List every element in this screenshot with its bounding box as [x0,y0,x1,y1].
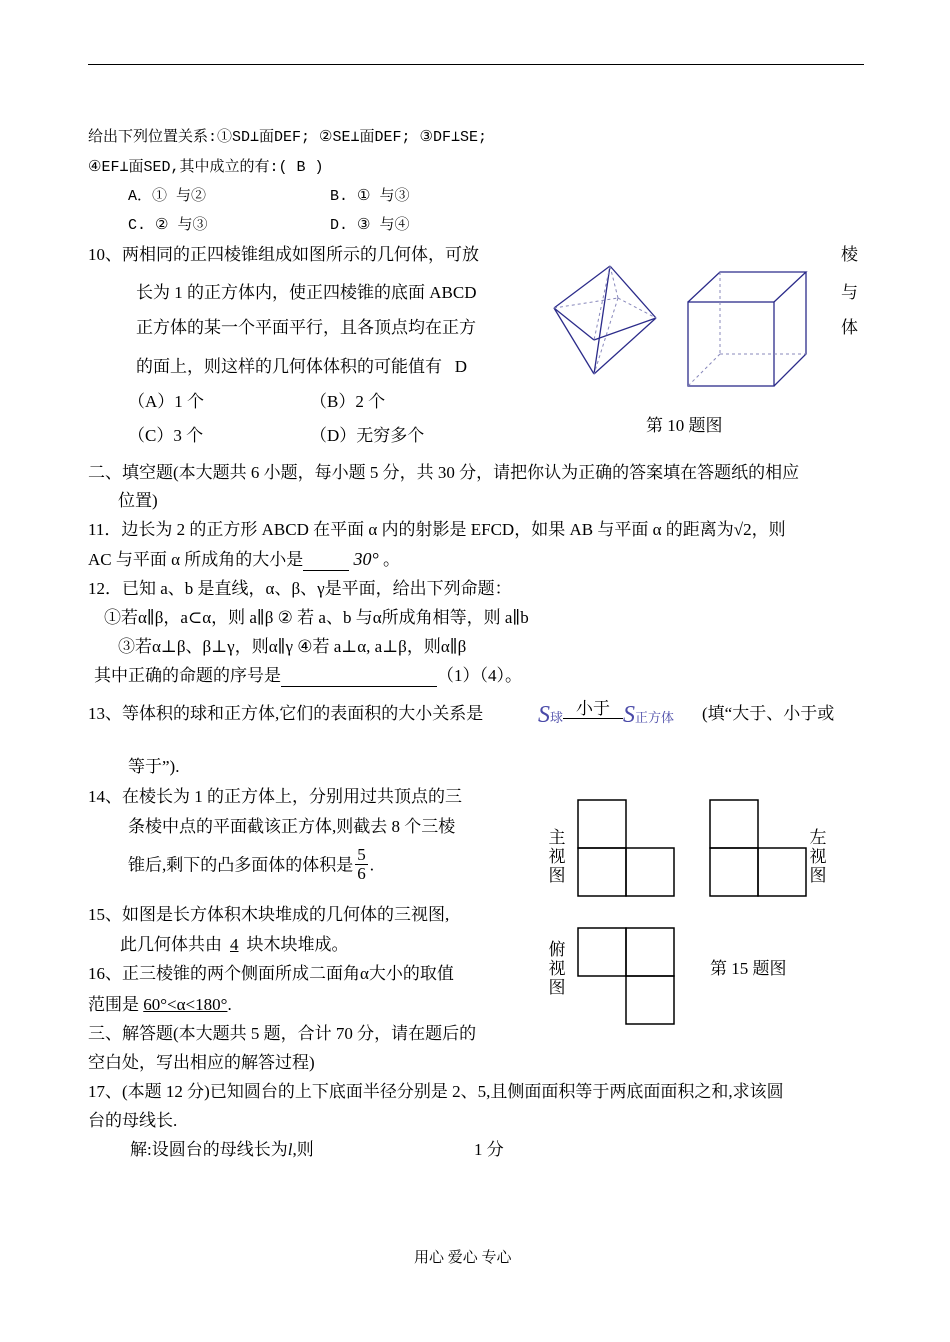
header-rule [88,64,864,65]
q13-line2: 等于”). [128,757,180,776]
q9-option-d: D. ③ 与④ [330,217,410,234]
q15-line2-a: 此几何体共由 [120,935,222,954]
q10-line3: 正方体的某一个平面平行，且各顶点均在正方 [136,318,476,337]
q12-blank [281,669,437,687]
q11-line2 [88,548,400,571]
q16-answer: 60°<α<180° [143,995,228,1014]
q13-s-cube: S [623,702,636,728]
section2-heading-line1: 二、填空题(本大题共 6 小题，每小题 5 分，共 30 分，请把你认为正确的答案填在答题纸的相应 [88,463,800,482]
page-footer: 用心 爱心 专心 [414,1250,512,1266]
q13-formula [538,700,674,729]
q11-line1-a: 11．边长为 2 的正方形 ABCD 在平面 α 内的射影是 EFCD，如果 AB 与平面 α 的距离为 [88,520,734,539]
q10-option-b: （B）2 个 [310,392,386,411]
q14-end: . [369,855,374,875]
q12-line4-text: 其中正确的命题的序号是 [94,666,281,685]
q17-line1: 17、(本题 12 分)已知圆台的上下底面半径分别是 2、5,且侧面面积等于两底面面积之和,求该圆 [88,1082,784,1101]
q10-line2: 长为 1 的正方体内，使正四棱锥的底面 ABCD [136,283,477,302]
section3-heading-line2: 空白处，写出相应的解答过程) [88,1053,315,1072]
q17-line2: 台的母线长. [88,1111,178,1130]
front-view-figure [576,798,676,898]
q13-s-cube-sub: 正方体 [635,710,675,725]
q12-line2: ①若α∥β，a⊂α，则 a∥β ② 若 a、b 与α所成角相等，则 a∥b [104,608,529,627]
q15-line1: 15、如图是长方体积木块堆成的几何体的三视图, [88,905,450,924]
q16-end: . [227,995,232,1014]
section3-heading-line1: 三、解答题(本大题共 5 题，合计 70 分，请在题后的 [88,1024,477,1043]
top-view-label: 俯视图 [548,940,566,997]
q15-line2 [120,934,349,956]
q13-line1: 13、等体积的球和正方体,它们的表面积的大小关系是 [88,704,484,723]
q11-blank [303,553,349,571]
q15-figure-caption: 第 15 题图 [710,959,787,978]
q10-option-a: （A）1 个 [128,392,205,411]
top-view-figure [576,926,676,1026]
q9-option-a: A．① 与② [128,188,207,205]
q10-answer: D [454,357,468,376]
q11-line1 [88,519,786,541]
q14-fraction [355,846,368,883]
q10-option-c: （C）3 个 [128,426,204,445]
q14-frac-den: 6 [357,864,366,883]
q17-line3-text: 解:设圆台的母线长为 [130,1140,288,1159]
q17-line3-end: ,则 [292,1140,314,1159]
q10-line3-right: 体 [841,318,858,337]
q11-sqrt: √2 [733,520,752,539]
section2-heading-line2: 位置) [118,491,158,510]
q13-line1-end: (填“大于、小于或 [702,704,835,723]
side-view-label: 左视图 [809,828,827,885]
q13-s-sphere-sub: 球 [550,710,564,725]
q10-option-d: （D）无穷多个 [310,426,425,445]
q15-line2-b: 块木块堆成。 [246,935,349,954]
q10-line4-text: 的面上，则这样的几何体体积的可能值有 [136,357,442,376]
side-view-figure [708,798,808,898]
q12-line3: ③若α⊥β、β⊥γ，则α∥γ ④若 a⊥α, a⊥β，则α∥β [118,637,467,656]
q13-relation: 小于 [563,700,623,719]
q9-line2: ④EF⊥面SED,其中成立的有:( B ) [88,159,324,176]
q11-line1-b: ，则 [751,520,786,539]
q10-line1: 10、两相同的正四棱锥组成如图所示的几何体，可放 [88,245,479,264]
q10-line4 [136,356,467,378]
q12-line4 [94,665,522,687]
q16-line2 [88,994,232,1016]
q11-line2-text: AC 与平面 α 所成角的大小是 [88,550,304,569]
q13-s-sphere: S [538,702,550,728]
q10-line2-right: 与 [841,283,858,302]
q14-line1: 14、在棱长为 1 的正方体上，分别用过共顶点的三 [88,787,462,806]
q15-answer: 4 [230,935,239,954]
q11-answer: 30° [353,549,379,569]
q10-figure-caption: 第 10 题图 [646,416,723,435]
q17-score: 1 分 [474,1140,504,1159]
q12-answer: （1）（4）。 [437,666,522,685]
cube-figure [684,268,810,390]
q14-line2: 条棱中点的平面截该正方体,则截去 8 个三棱 [128,817,456,836]
q9-option-b: B. ① 与③ [330,188,410,205]
q16-line2-a: 范围是 [88,995,139,1014]
q17-line3 [130,1139,314,1161]
q14-frac-num: 5 [357,845,366,864]
q14-line3-text: 锥后,剩下的凸多面体的体积是 [128,855,354,875]
q12-line1: 12．已知 a、b 是直线，α、β、γ是平面，给出下列命题： [88,579,512,598]
q11-end: 。 [382,550,400,569]
q10-line1-right: 棱 [841,245,858,264]
front-view-label: 主视图 [548,828,566,885]
q9-line1: 给出下列位置关系:①SD⊥面DEF; ②SE⊥面DEF; ③DF⊥SE; [88,129,488,146]
q16-line1: 16、正三棱锥的两个侧面所成二面角α大小的取值 [88,964,454,983]
octahedron-figure [548,258,664,382]
q14-line3 [128,845,374,883]
q17-var: l [287,1140,293,1159]
q9-option-c: C. ② 与③ [128,217,208,234]
